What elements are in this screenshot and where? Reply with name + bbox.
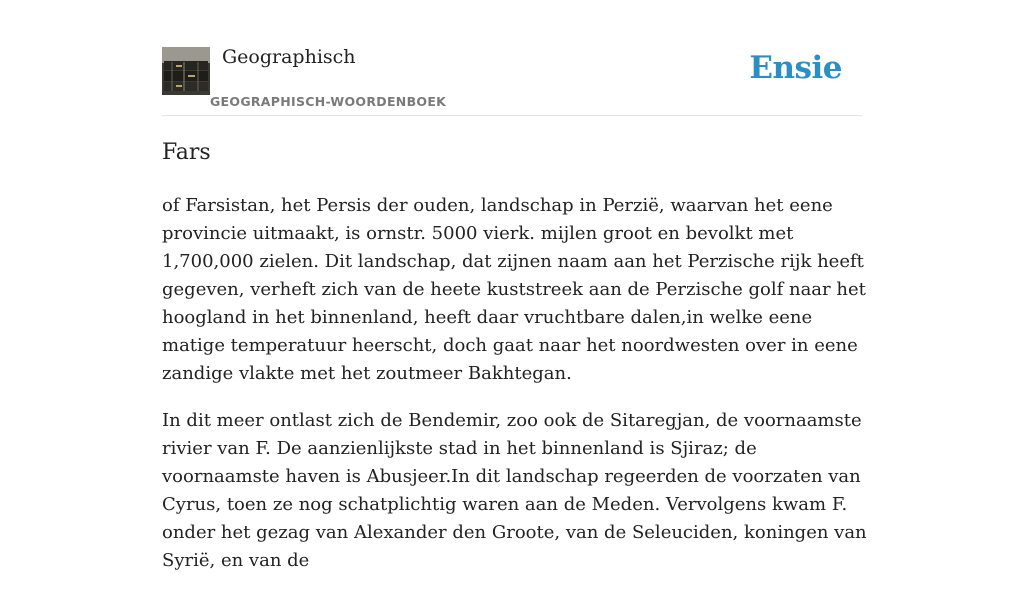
source-avatar[interactable]	[162, 47, 210, 95]
ensie-logo[interactable]: Ensie	[749, 50, 842, 86]
entry-paragraph: of Farsistan, het Persis der ouden, landschap in Perzië, waarvan het eene provincie uitmaakt, is ornstr. 5000 vierk. mijlen groot en bevolkt met 1,700,000 zielen. Dit landschap, dat zijnen naam aan het Perzische rijk heeft gegeven, verheft zich van de heete kuststreek aan de Perzische golf naar het hoogland in het binnenland, heeft daar vruchtbare dalen,in welke eene matige temperatuur heerscht, doch gaat naar het noordwesten over in eene zandige vlakte met het zoutmeer Bakhtegan.	[162, 195, 866, 384]
book-spines-icon	[162, 47, 210, 95]
entry-term: Fars	[162, 140, 211, 165]
entry-body	[162, 192, 874, 594]
source-slug[interactable]: GEOGRAPHISCH-WOORDENBOEK	[210, 94, 447, 109]
source-title[interactable]: Geographisch	[222, 46, 356, 68]
source-header	[162, 40, 862, 116]
entry-paragraph: In dit meer ontlast zich de Bendemir, zoo ook de Sitaregjan, de voornaamste rivier van F. De aanzienlijkste stad in het binnenland is Sjiraz; de voornaamste haven is Abusjeer.In dit landschap regeerden de voorzaten van Cyrus, toen ze nog schatplichtig waren aan de Meden. Vervolgens kwam F. onder het gezag van Alexander den Groote, van de Seleuciden, koningen van Syrië, en van de	[162, 410, 867, 571]
